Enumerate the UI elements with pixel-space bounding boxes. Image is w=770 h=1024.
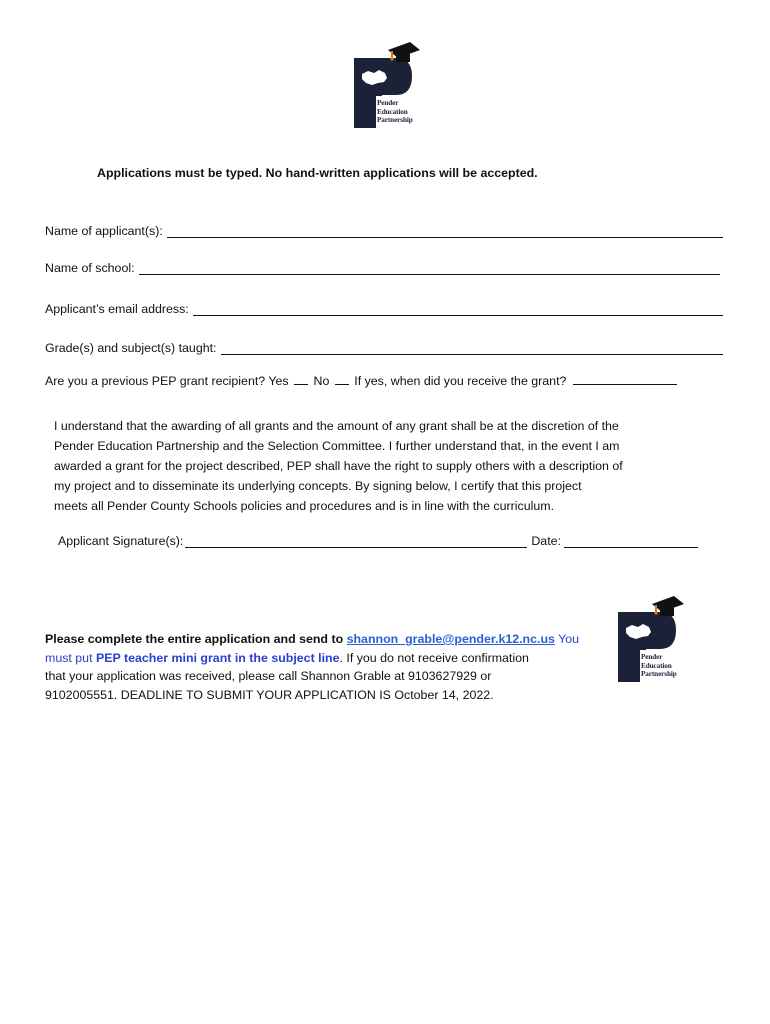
grant-followup: If yes, when did you receive the grant? [354,374,567,388]
logo-text-1: Pender [377,99,399,107]
grant-question-prefix: Are you a previous PEP grant recipient? Yes [45,374,289,388]
signature-label: Applicant Signature(s): [58,534,184,548]
grades-label: Grade(s) and subject(s) taught: [45,341,217,355]
signature-field[interactable] [185,535,527,548]
school-name-row [45,257,720,275]
no-label: No [313,374,330,388]
grant-date-blank[interactable] [573,374,677,385]
cert-line-3: awarded a grant for the project described, PEP shall have the right to supply others with a description of [54,459,623,473]
cert-line-1: I understand that the awarding of all grants and the amount of any grant shall be at the discretion of the [54,419,619,433]
school-name-field[interactable] [139,260,720,275]
previous-grant-question [45,374,677,388]
you-text: You [554,632,580,646]
pep-logo-bottom [616,594,686,684]
applicant-name-row [45,220,723,238]
yes-blank[interactable] [294,374,308,385]
logo-text-2: Education [641,661,672,670]
applicant-name-label: Name of applicant(s): [45,224,163,238]
email-field[interactable] [193,301,723,316]
instructions-line-4: 9102005551. DEADLINE TO SUBMIT YOUR APPLICATION IS October 14, 2022. [45,687,494,702]
submission-instructions [45,630,585,704]
applicant-name-field[interactable] [167,223,723,238]
email-row [45,298,723,316]
logo-text-3: Partnership [641,670,677,678]
logo-text-2: Education [377,107,408,116]
typed-notice: Applications must be typed. No hand-written applications will be accepted. [97,166,538,180]
instructions-line-3: that your application was received, please call Shannon Grable at 9103627929 or [45,669,492,683]
signature-row [58,534,698,548]
must-put-text: must put [45,650,96,665]
grades-row [45,337,723,355]
subject-phrase: PEP teacher mini grant in the subject line [95,650,340,665]
no-blank[interactable] [335,374,349,385]
email-link[interactable]: shannon_grable@pender.k12.nc.us [346,632,555,646]
instructions-lead: Please complete the entire application and send to [45,632,347,646]
cert-line-2: Pender Education Partnership and the Selection Committee. I further understand that, in the event I am [54,439,620,453]
email-label: Applicant’s email address: [45,302,189,316]
confirmation-text: If you do not receive confirmation [342,650,529,665]
certification-paragraph [54,416,714,516]
cert-line-5: meets all Pender County Schools policies and procedures and is in line with the curriculum. [54,499,555,513]
date-label: Date: [531,534,561,548]
date-field[interactable] [564,535,698,548]
logo-text-1: Pender [641,653,663,661]
grades-field[interactable] [221,340,724,355]
school-name-label: Name of school: [45,261,135,275]
pep-logo-top [352,40,422,130]
cert-line-4: my project and to disseminate its underlying concepts. By signing below, I certify that this project [54,479,582,493]
period: . [339,650,343,665]
logo-text-3: Partnership [377,116,413,124]
